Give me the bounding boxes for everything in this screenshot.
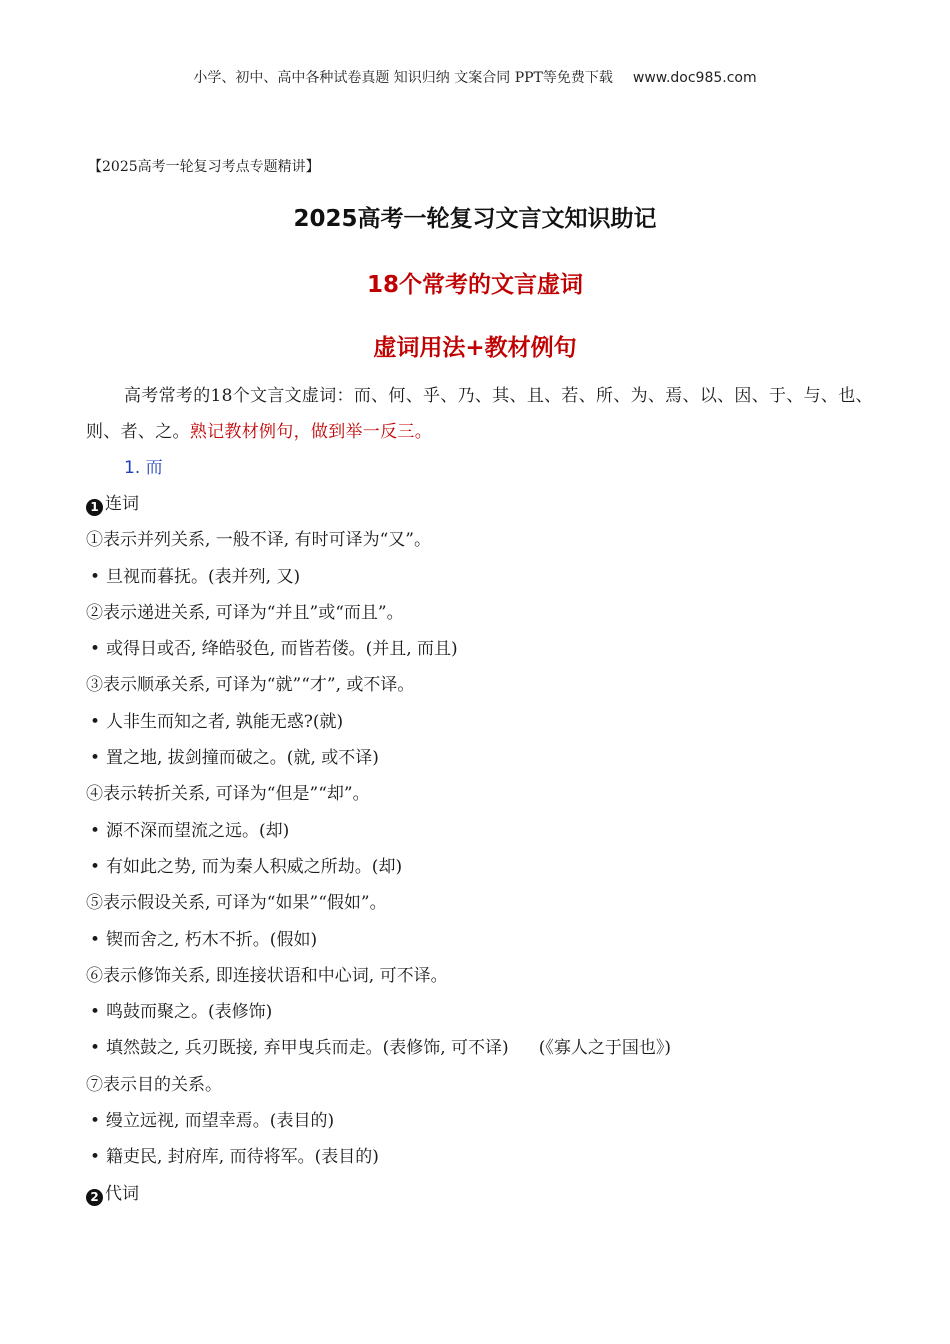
example-text: 或得日或否, 绛皓驳色, 而皆若偻。(并且, 而且) <box>106 639 458 660</box>
usage-rule <box>86 776 876 812</box>
document-subtitle: 18个常考的文言虚词 <box>366 272 583 298</box>
source-reference: (《寡人之于国也》) <box>538 1038 671 1059</box>
example-text: 置之地, 拔剑撞而破之。(就, 或不译) <box>106 748 379 769</box>
usage-text: ③表示顺承关系, 可译为“就”“才”, 或不译。 <box>86 675 415 696</box>
example-text: 缦立远视, 而望幸焉。(表目的) <box>106 1111 335 1132</box>
bullet-icon: • <box>90 711 101 732</box>
bullet-icon: • <box>90 1111 101 1132</box>
series-tag: 【2025高考一轮复习考点专题精讲】 <box>88 159 320 175</box>
example-sentence <box>86 740 876 776</box>
example-sentence <box>86 1030 876 1066</box>
usage-rule <box>86 885 876 921</box>
example-text: 源不深而望流之远。(却) <box>106 820 290 841</box>
bullet-icon: • <box>90 639 101 660</box>
page-header <box>0 67 950 87</box>
intro-paragraph <box>86 378 876 450</box>
circled-number-icon: 1 <box>86 499 103 516</box>
usage-text: ⑦表示目的关系。 <box>86 1074 222 1095</box>
category-heading <box>86 486 876 522</box>
section-title: 1. 而 <box>124 458 163 478</box>
document-title: 2025高考一轮复习文言文知识助记 <box>293 206 657 232</box>
example-sentence <box>86 1103 876 1139</box>
usage-rule <box>86 522 876 558</box>
example-sentence <box>86 813 876 849</box>
usage-rule <box>86 667 876 703</box>
usage-text: ⑤表示假设关系, 可译为“如果”“假如”。 <box>86 893 387 914</box>
category-heading <box>86 1176 876 1212</box>
example-sentence <box>86 849 876 885</box>
bullet-icon: • <box>90 566 101 587</box>
example-sentence <box>86 559 876 595</box>
example-text: 填然鼓之, 兵刃既接, 弃甲曳兵而走。(表修饰, 可不译) <box>106 1038 509 1059</box>
usage-text: ②表示递进关系, 可译为“并且”或“而且”。 <box>86 602 404 623</box>
example-sentence <box>86 922 876 958</box>
usage-rule <box>86 595 876 631</box>
usage-text: ①表示并列关系, 一般不译, 有时可译为“又”。 <box>86 530 431 551</box>
intro-text: 高考常考的18个文言文虚词：而、何、乎、乃、其、且、若、所、为、焉、以、因、于、与、也、则、者、之。 <box>86 386 873 442</box>
example-sentence <box>86 704 876 740</box>
bullet-icon: • <box>90 929 101 950</box>
category-label: 代词 <box>105 1183 139 1204</box>
category-label: 连词 <box>105 494 139 514</box>
bullet-icon: • <box>90 1002 101 1023</box>
example-text: 锲而舍之, 朽木不折。(假如) <box>106 929 318 950</box>
example-sentence <box>86 1139 876 1175</box>
usage-text: ④表示转折关系, 可译为“但是”“却”。 <box>86 784 370 805</box>
header-text: 小学、初中、高中各种试卷真题 知识归纳 文案合同 PPT等免费下载 <box>193 70 613 86</box>
example-text: 人非生而知之者, 孰能无惑?(就) <box>106 711 344 732</box>
usage-rule <box>86 958 876 994</box>
section-lines <box>86 486 876 1212</box>
document-body <box>86 378 876 1212</box>
example-text: 籍吏民, 封府库, 而待将军。(表目的) <box>106 1147 379 1168</box>
example-sentence <box>86 631 876 667</box>
bullet-icon: • <box>90 1038 101 1059</box>
header-site-link[interactable]: www.doc985.com <box>632 70 757 86</box>
usage-rule <box>86 1067 876 1103</box>
document-subtitle-2: 虚词用法+教材例句 <box>373 335 577 361</box>
example-text: 鸣鼓而聚之。(表修饰) <box>106 1002 273 1023</box>
bullet-icon: • <box>90 856 101 877</box>
example-text: 有如此之势, 而为秦人积威之所劫。(却) <box>106 856 403 877</box>
example-text: 旦视而暮抚。(表并列, 又) <box>106 566 301 587</box>
example-sentence <box>86 994 876 1030</box>
bullet-icon: • <box>90 820 101 841</box>
intro-highlight: 熟记教材例句，做到举一反三。 <box>189 422 433 442</box>
bullet-icon: • <box>90 1147 101 1168</box>
circled-number-icon: 2 <box>86 1189 103 1206</box>
usage-text: ⑥表示修饰关系, 即连接状语和中心词, 可不译。 <box>86 965 448 986</box>
bullet-icon: • <box>90 748 101 769</box>
